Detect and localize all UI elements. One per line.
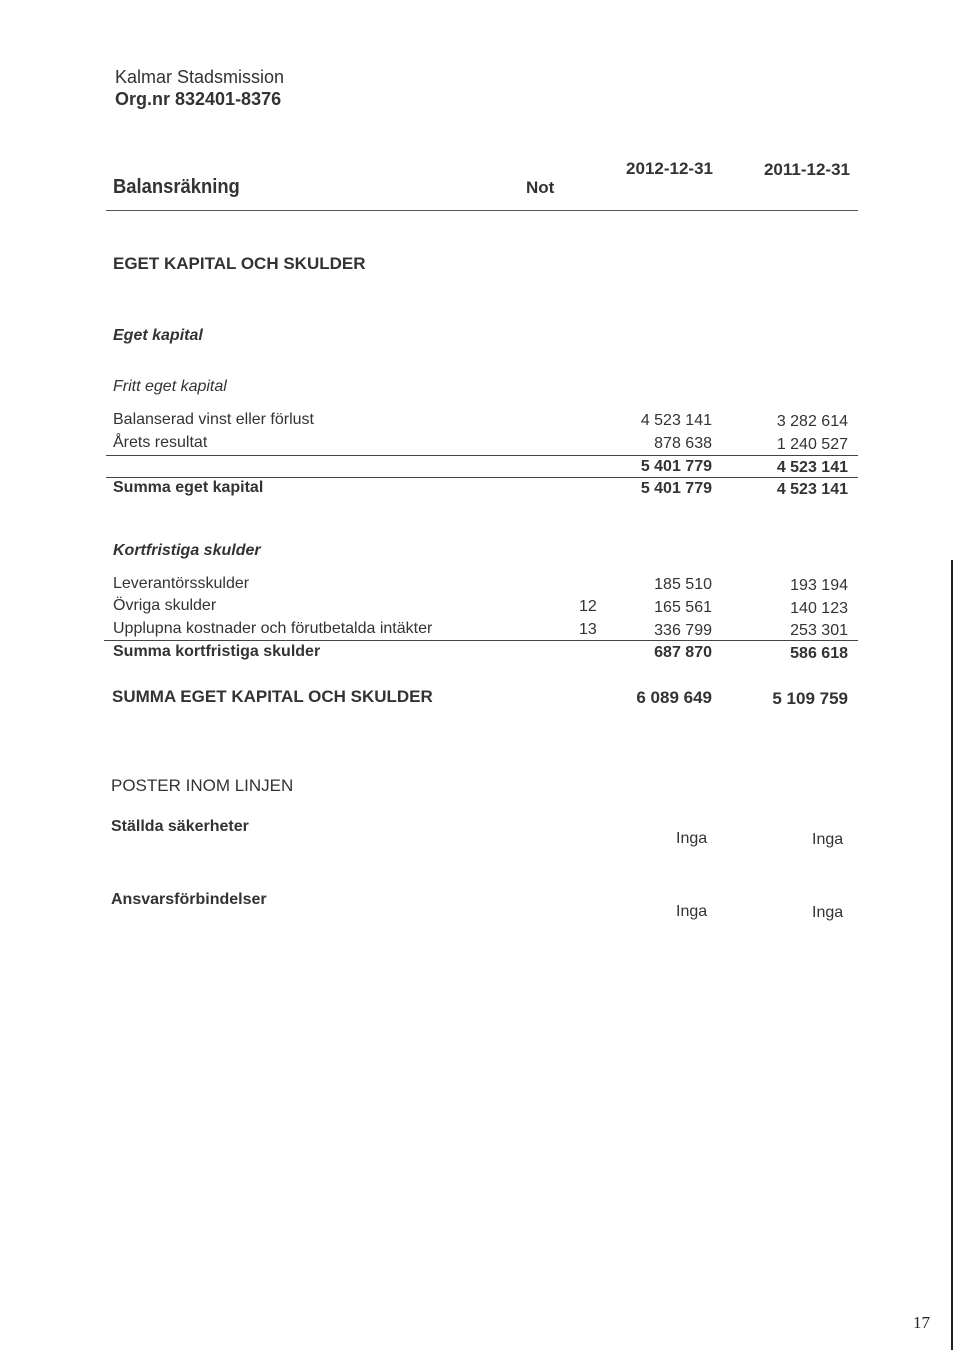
year-previous-header: 2011-12-31 — [763, 160, 850, 179]
section-title: EGET KAPITAL OCH SKULDER — [113, 254, 366, 273]
off-balance-previous: Inga — [812, 831, 844, 848]
row-label: Årets resultat — [113, 434, 208, 451]
row-label: Leverantörsskulder — [113, 575, 250, 592]
off-balance-label: Ansvarsförbindelser — [111, 891, 267, 908]
row-value-previous: 253 301 — [790, 622, 848, 639]
scan-edge — [951, 560, 953, 1350]
row-divider — [104, 640, 858, 641]
grand-total-previous: 5 109 759 — [772, 689, 848, 708]
page-number: 17 — [913, 1313, 930, 1332]
row-value-current: 185 510 — [654, 576, 712, 593]
total-previous: 586 618 — [790, 645, 848, 662]
equity-heading: Eget kapital — [113, 327, 203, 344]
row-value-previous: 1 240 527 — [776, 436, 848, 453]
note-column-header: Not — [526, 178, 555, 197]
total-label: Summa kortfristiga skulder — [113, 643, 321, 660]
off-balance-label: Ställda säkerheter — [111, 818, 249, 835]
grand-total-label: SUMMA EGET KAPITAL OCH SKULDER — [112, 687, 433, 706]
row-note: 12 — [579, 598, 597, 615]
row-value-current: 4 523 141 — [640, 412, 712, 429]
header-divider — [106, 210, 858, 211]
short-term-heading: Kortfristiga skulder — [113, 542, 261, 559]
row-note: 13 — [579, 621, 597, 638]
total-current: 687 870 — [654, 644, 712, 661]
off-balance-title: POSTER INOM LINJEN — [111, 776, 294, 795]
row-value-current: 165 561 — [654, 599, 712, 616]
row-value-current: 878 638 — [654, 435, 712, 452]
year-current-header: 2012-12-31 — [626, 159, 713, 178]
subtotal-current: 5 401 779 — [640, 458, 712, 475]
total-label: Summa eget kapital — [113, 479, 264, 496]
row-label: Balanserad vinst eller förlust — [113, 411, 314, 428]
organization-name: Kalmar Stadsmission — [115, 67, 285, 87]
statement-title: Balansräkning — [113, 176, 240, 198]
row-value-previous: 3 282 614 — [776, 413, 848, 430]
total-current: 5 401 779 — [640, 480, 712, 497]
subtotal-previous: 4 523 141 — [776, 459, 848, 476]
organization-number: Org.nr 832401-8376 — [115, 89, 282, 109]
off-balance-previous: Inga — [812, 904, 844, 921]
total-previous: 4 523 141 — [776, 481, 848, 498]
grand-total-current: 6 089 649 — [636, 688, 712, 707]
subtotal-divider — [106, 477, 858, 478]
row-value-previous: 140 123 — [790, 600, 848, 617]
row-value-previous: 193 194 — [790, 577, 848, 594]
row-label: Upplupna kostnader och förutbetalda intäkter — [113, 620, 433, 637]
row-value-current: 336 799 — [654, 622, 712, 639]
off-balance-current: Inga — [676, 830, 708, 847]
off-balance-current: Inga — [676, 903, 708, 920]
equity-subheading: Fritt eget kapital — [113, 378, 227, 395]
row-label: Övriga skulder — [113, 597, 217, 614]
row-divider — [106, 455, 858, 456]
